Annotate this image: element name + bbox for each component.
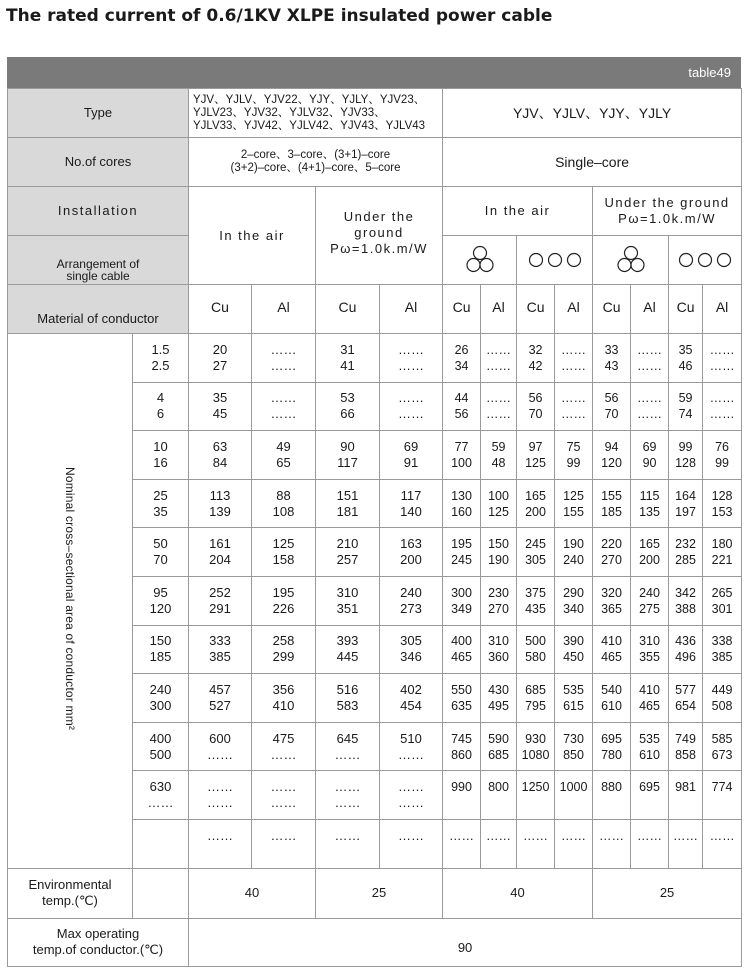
- value-cell: 981: [669, 771, 703, 820]
- value-cell: 333 385: [189, 625, 252, 674]
- value-cell: 390 450: [555, 625, 593, 674]
- value-cell: 265 301: [703, 576, 742, 625]
- value-cell: ……: [189, 819, 252, 868]
- value-cell: …… ……: [252, 382, 316, 431]
- table-tag-bar: [7, 57, 741, 88]
- value-cell: ……: [380, 819, 443, 868]
- value-cell: 190 240: [555, 528, 593, 577]
- value-cell: 410 465: [631, 674, 669, 723]
- value-cell: 320 365: [593, 576, 631, 625]
- value-cell: 400 465: [443, 625, 481, 674]
- value-cell: 310 351: [316, 576, 380, 625]
- value-cell: …… ……: [555, 334, 593, 383]
- value-cell: 32 42: [517, 334, 555, 383]
- value-cell: 510 ……: [380, 722, 443, 771]
- size-cell: 10 16: [133, 431, 189, 480]
- nominal-area-label: Nominal cross–sectional area of conductor mm²: [8, 334, 133, 869]
- value-cell: 585 673: [703, 722, 742, 771]
- value-cell: 305 346: [380, 625, 443, 674]
- value-cell: 210 257: [316, 528, 380, 577]
- value-cell: 393 445: [316, 625, 380, 674]
- value-cell: 220 270: [593, 528, 631, 577]
- environmental-temp-row: [8, 868, 742, 918]
- value-cell: 44 56: [443, 382, 481, 431]
- value-cell: 69 91: [380, 431, 443, 480]
- material-cu: Cu: [443, 285, 481, 334]
- max-operating-temp-value: 90: [189, 918, 742, 966]
- value-cell: 63 84: [189, 431, 252, 480]
- size-cell: 150 185: [133, 625, 189, 674]
- blank-cell: [133, 868, 189, 918]
- value-cell: 88 108: [252, 479, 316, 528]
- material-cu: Cu: [316, 285, 380, 334]
- value-cell: 26 34: [443, 334, 481, 383]
- value-cell: 113 139: [189, 479, 252, 528]
- value-cell: 310 360: [481, 625, 517, 674]
- value-cell: 745 860: [443, 722, 481, 771]
- value-cell: …… ……: [631, 382, 669, 431]
- value-cell: …… ……: [252, 334, 316, 383]
- value-cell: …… ……: [316, 771, 380, 820]
- value-cell: 685 795: [517, 674, 555, 723]
- value-cell: 930 1080: [517, 722, 555, 771]
- value-cell: 130 160: [443, 479, 481, 528]
- environmental-temp-value: 25: [316, 868, 443, 918]
- value-cell: 31 41: [316, 334, 380, 383]
- value-cell: …… ……: [252, 771, 316, 820]
- value-cell: ……: [517, 819, 555, 868]
- value-cell: 356 410: [252, 674, 316, 723]
- size-cell: 400 500: [133, 722, 189, 771]
- type-group1: YJV、YJLV、YJV22、YJY、YJLY、YJV23、 YJLV23、YJV32、YJLV32、YJV33、 YJLV33、YJV42、YJLV42、YJV43、YJLV43: [189, 89, 443, 138]
- page-title: The rated current of 0.6/1KV XLPE insulated power cable: [6, 6, 553, 26]
- value-cell: 180 221: [703, 528, 742, 577]
- value-cell: 97 125: [517, 431, 555, 480]
- value-cell: 75 99: [555, 431, 593, 480]
- value-cell: ……: [443, 819, 481, 868]
- value-cell: 774: [703, 771, 742, 820]
- value-cell: …… ……: [380, 382, 443, 431]
- value-cell: 33 43: [593, 334, 631, 383]
- material-al: Al: [481, 285, 517, 334]
- value-cell: 155 185: [593, 479, 631, 528]
- flat-arrangement-icon: [669, 236, 742, 285]
- environmental-temp-value: 25: [593, 868, 742, 918]
- value-cell: 195 226: [252, 576, 316, 625]
- size-cell: 95 120: [133, 576, 189, 625]
- value-cell: 749 858: [669, 722, 703, 771]
- value-cell: 35 46: [669, 334, 703, 383]
- value-cell: 230 270: [481, 576, 517, 625]
- value-cell: 600 ……: [189, 722, 252, 771]
- value-cell: 457 527: [189, 674, 252, 723]
- value-cell: 125 158: [252, 528, 316, 577]
- value-cell: 338 385: [703, 625, 742, 674]
- type-label: Type: [8, 89, 189, 138]
- material-cu: Cu: [189, 285, 252, 334]
- value-cell: 56 70: [593, 382, 631, 431]
- value-cell: 232 285: [669, 528, 703, 577]
- value-cell: 990: [443, 771, 481, 820]
- type-group2: YJV、YJLV、YJY、YJLY: [443, 89, 742, 138]
- value-cell: 150 190: [481, 528, 517, 577]
- value-cell: ……: [316, 819, 380, 868]
- value-cell: 245 305: [517, 528, 555, 577]
- rated-current-table: [7, 88, 742, 967]
- value-cell: 240 275: [631, 576, 669, 625]
- installation-label: Installation: [8, 187, 189, 236]
- value-cell: …… ……: [380, 334, 443, 383]
- value-cell: 90 117: [316, 431, 380, 480]
- value-cell: 56 70: [517, 382, 555, 431]
- size-cell: 1.5 2.5: [133, 334, 189, 383]
- value-cell: …… ……: [189, 771, 252, 820]
- value-cell: 880: [593, 771, 631, 820]
- flat-arrangement-icon: [517, 236, 593, 285]
- value-cell: 49 65: [252, 431, 316, 480]
- value-cell: 535 615: [555, 674, 593, 723]
- value-cell: …… ……: [481, 382, 517, 431]
- value-cell: 535 610: [631, 722, 669, 771]
- size-cell: 630 ……: [133, 771, 189, 820]
- material-label: Material of conductor: [8, 285, 189, 334]
- value-cell: …… ……: [555, 382, 593, 431]
- value-cell: ……: [669, 819, 703, 868]
- value-cell: 436 496: [669, 625, 703, 674]
- trefoil-arrangement-icon: [593, 236, 669, 285]
- value-cell: 300 349: [443, 576, 481, 625]
- group1-under-ground: Under the ground Pω=1.0k.m/W: [316, 187, 443, 285]
- value-cell: …… ……: [481, 334, 517, 383]
- value-cell: 1000: [555, 771, 593, 820]
- size-cell: [133, 819, 189, 868]
- cores-group2: Single–core: [443, 138, 742, 187]
- value-cell: 195 245: [443, 528, 481, 577]
- value-cell: 1250: [517, 771, 555, 820]
- table-row: [8, 334, 742, 383]
- value-cell: 252 291: [189, 576, 252, 625]
- value-cell: 115 135: [631, 479, 669, 528]
- cores-label: No.of cores: [8, 138, 189, 187]
- group1-in-air: In the air: [189, 187, 316, 285]
- value-cell: 151 181: [316, 479, 380, 528]
- material-cu: Cu: [593, 285, 631, 334]
- value-cell: 410 465: [593, 625, 631, 674]
- cores-group1: 2–core、3–core、(3+1)–core (3+2)–core、(4+1)–core、5–core: [189, 138, 443, 187]
- value-cell: 402 454: [380, 674, 443, 723]
- value-cell: …… ……: [703, 334, 742, 383]
- value-cell: 290 340: [555, 576, 593, 625]
- material-al: Al: [555, 285, 593, 334]
- value-cell: 100 125: [481, 479, 517, 528]
- value-cell: 76 99: [703, 431, 742, 480]
- value-cell: ……: [703, 819, 742, 868]
- value-cell: 161 204: [189, 528, 252, 577]
- group2-under-ground: Under the ground Pω=1.0k.m/W: [593, 187, 742, 236]
- value-cell: 163 200: [380, 528, 443, 577]
- value-cell: 695: [631, 771, 669, 820]
- value-cell: 695 780: [593, 722, 631, 771]
- value-cell: 240 273: [380, 576, 443, 625]
- value-cell: 449 508: [703, 674, 742, 723]
- value-cell: 310 355: [631, 625, 669, 674]
- rated-current-table-container: [7, 57, 741, 967]
- value-cell: 20 27: [189, 334, 252, 383]
- group2-in-air: In the air: [443, 187, 593, 236]
- material-cu: Cu: [669, 285, 703, 334]
- size-cell: 25 35: [133, 479, 189, 528]
- value-cell: 342 388: [669, 576, 703, 625]
- value-cell: …… ……: [380, 771, 443, 820]
- value-cell: …… ……: [631, 334, 669, 383]
- value-cell: 128 153: [703, 479, 742, 528]
- value-cell: 165 200: [631, 528, 669, 577]
- value-cell: ……: [631, 819, 669, 868]
- max-operating-temp-label: Max operating temp.of conductor.(℃): [8, 918, 189, 966]
- value-cell: 94 120: [593, 431, 631, 480]
- environmental-temp-value: 40: [189, 868, 316, 918]
- value-cell: 59 74: [669, 382, 703, 431]
- value-cell: 516 583: [316, 674, 380, 723]
- size-cell: 240 300: [133, 674, 189, 723]
- value-cell: 69 90: [631, 431, 669, 480]
- value-cell: 577 654: [669, 674, 703, 723]
- size-cell: 4 6: [133, 382, 189, 431]
- value-cell: 165 200: [517, 479, 555, 528]
- value-cell: 117 140: [380, 479, 443, 528]
- material-al: Al: [631, 285, 669, 334]
- material-cu: Cu: [517, 285, 555, 334]
- value-cell: 59 48: [481, 431, 517, 480]
- value-cell: 125 155: [555, 479, 593, 528]
- value-cell: ……: [252, 819, 316, 868]
- value-cell: ……: [593, 819, 631, 868]
- material-al: Al: [703, 285, 742, 334]
- trefoil-arrangement-icon: [443, 236, 517, 285]
- value-cell: 164 197: [669, 479, 703, 528]
- value-cell: 540 610: [593, 674, 631, 723]
- value-cell: 99 128: [669, 431, 703, 480]
- table-tag: table49: [688, 65, 731, 80]
- value-cell: 730 850: [555, 722, 593, 771]
- material-al: Al: [380, 285, 443, 334]
- value-cell: 645 ……: [316, 722, 380, 771]
- value-cell: 53 66: [316, 382, 380, 431]
- value-cell: 258 299: [252, 625, 316, 674]
- value-cell: 590 685: [481, 722, 517, 771]
- material-al: Al: [252, 285, 316, 334]
- value-cell: 475 ……: [252, 722, 316, 771]
- value-cell: 375 435: [517, 576, 555, 625]
- value-cell: ……: [481, 819, 517, 868]
- value-cell: 35 45: [189, 382, 252, 431]
- environmental-temp-label: Environmental temp.(℃): [8, 868, 133, 918]
- value-cell: ……: [555, 819, 593, 868]
- environmental-temp-value: 40: [443, 868, 593, 918]
- value-cell: 500 580: [517, 625, 555, 674]
- value-cell: …… ……: [703, 382, 742, 431]
- size-cell: 50 70: [133, 528, 189, 577]
- value-cell: 800: [481, 771, 517, 820]
- arrangement-label: Arrangement of single cable: [8, 236, 189, 285]
- max-operating-temp-row: [8, 918, 742, 966]
- value-cell: 430 495: [481, 674, 517, 723]
- value-cell: 550 635: [443, 674, 481, 723]
- value-cell: 77 100: [443, 431, 481, 480]
